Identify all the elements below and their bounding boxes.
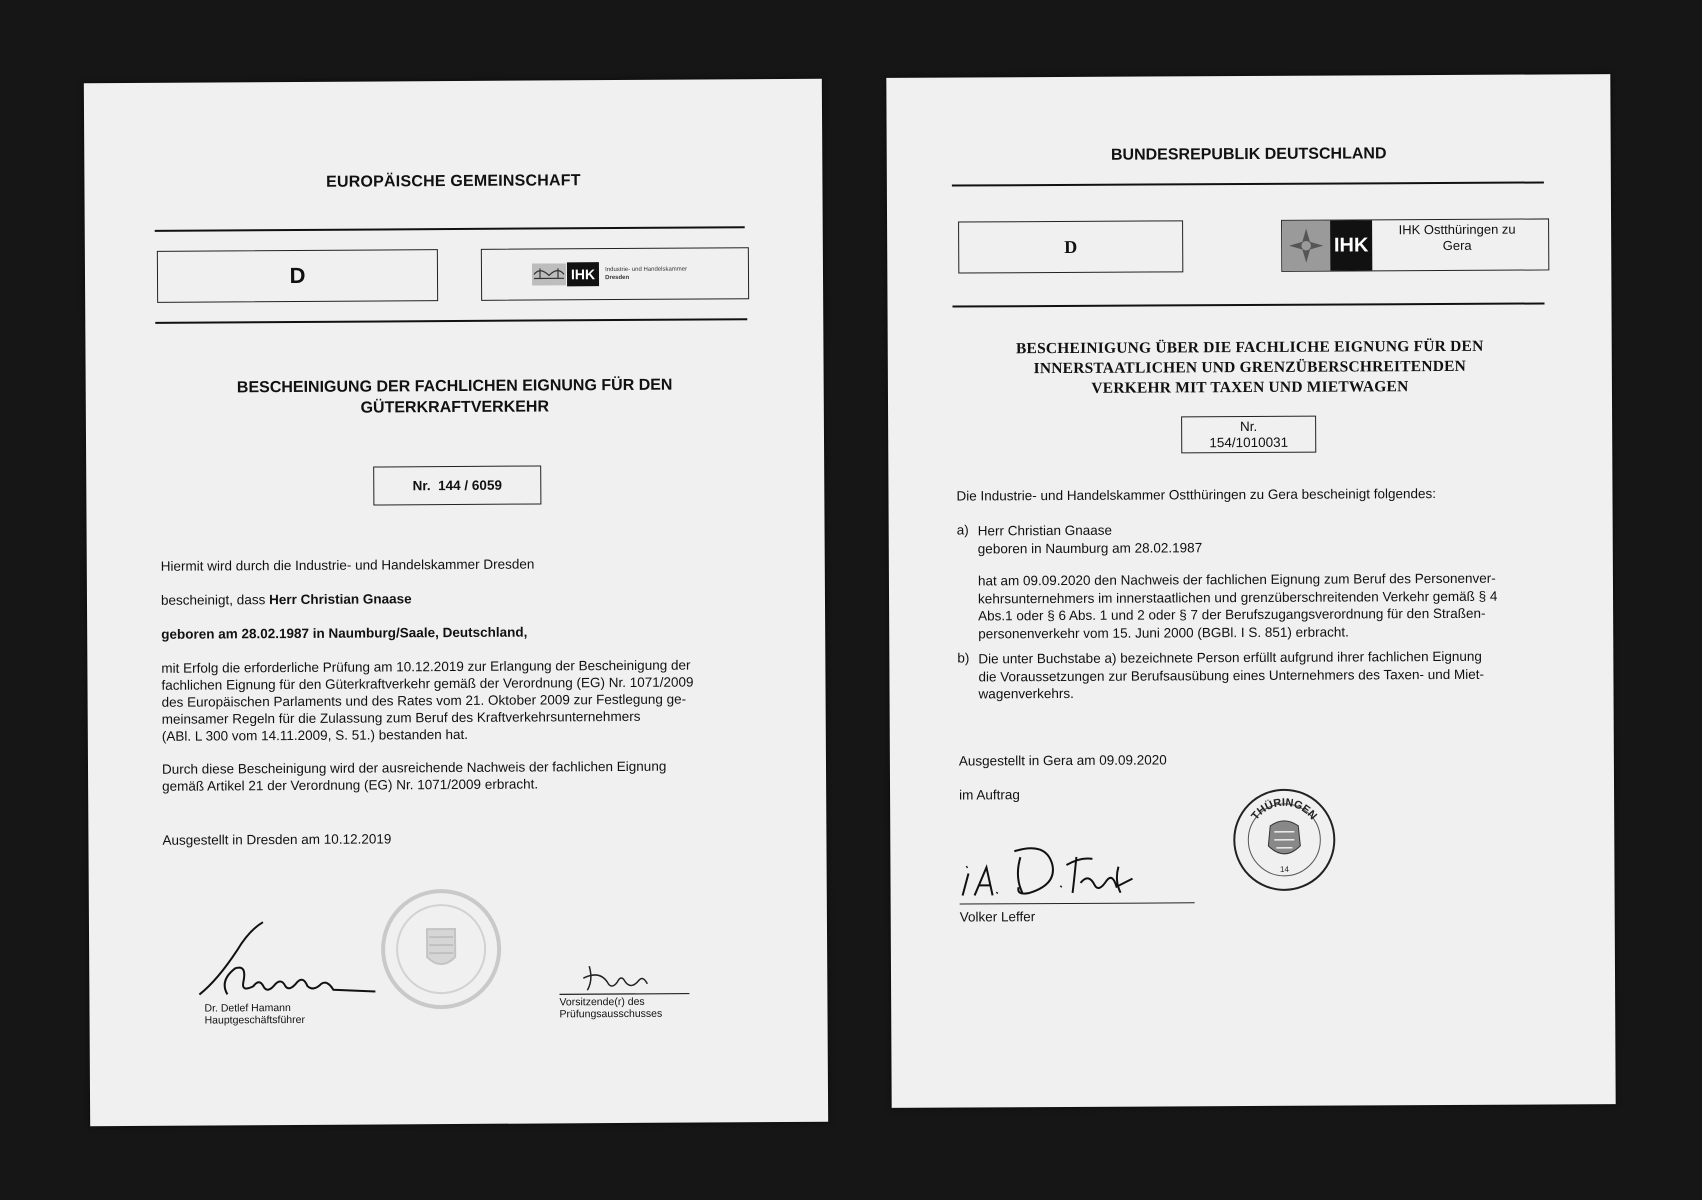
number-value: 154/1010031	[1209, 434, 1289, 450]
svg-text:THÜRINGEN	[1249, 797, 1319, 823]
signatory-role: Prüfungsausschusses	[559, 1007, 663, 1021]
paragraph	[161, 656, 772, 745]
country-code-box: D	[958, 220, 1183, 273]
logo-line1: IHK Ostthüringen zu	[1398, 221, 1516, 238]
logo-line1: Industrie- und Handelskammer	[605, 266, 688, 274]
certificate-title	[146, 374, 764, 420]
signature-line	[960, 902, 1195, 905]
title-line: BESCHEINIGUNG ÜBER DIE FACHLICHE EIGNUNG FÜR DEN	[1015, 337, 1484, 358]
title-line: INNERSTAATLICHEN UND GRENZÜBERSCHREITENDEN	[1033, 357, 1467, 378]
signature-chair	[559, 960, 699, 997]
embossed-seal	[379, 887, 504, 1012]
paragraph	[162, 757, 772, 795]
divider	[155, 318, 747, 324]
logo-line2: Gera	[1442, 237, 1472, 253]
text-line: fachlichen Eignung für den Güterkraftverkehr gemäß der Verordnung (EG) Nr. 1071/2009	[161, 674, 694, 693]
doc-header: BUNDESREPUBLIK DEUTSCHLAND	[1110, 145, 1387, 164]
certificate-number	[1181, 416, 1316, 454]
ihk-mark: IHK	[567, 262, 599, 286]
signatory-role: Vorsitzende(r) des	[559, 995, 645, 1009]
text-line: des Europäischen Parlaments und des Rates vom 21. Oktober 2009 zur Festlegung ge-	[161, 691, 687, 710]
text-line: meinsamer Regeln für die Zulassung zum Beruf des Kraftverkehrsunternehmers	[161, 708, 641, 727]
certificate-number: Nr. 144 / 6059	[373, 465, 541, 505]
country-code-box: D	[157, 249, 438, 303]
text-line: personenverkehr vom 15. Juni 2000 (BGBl. I S. 851) erbracht.	[978, 623, 1349, 641]
text-line: mit Erfolg die erforderliche Prüfung am 10.12.2019 zur Erlangung der Bescheinigung der	[161, 657, 691, 676]
seal-number: 14	[1279, 864, 1289, 874]
paragraph	[978, 569, 1568, 642]
divider	[953, 302, 1545, 307]
text-line: wagenverkehrs.	[978, 685, 1074, 702]
signatory-name: Dr. Detlef Hamann	[204, 1002, 291, 1015]
text-line: Die unter Buchstabe a) bezeichnete Person erfüllt aufgrund ihrer fachlichen Eignung	[978, 648, 1482, 667]
intro-text: Die Industrie- und Handelskammer Ostthüringen zu Gera bescheinigt folgendes:	[956, 486, 1437, 504]
birth-info: geboren in Naumburg am 28.02.1987	[977, 539, 1203, 556]
signature-hamann	[197, 919, 377, 1000]
holder-info	[978, 521, 1203, 557]
issue-place-date: Ausgestellt in Gera am 09.09.2020	[958, 752, 1167, 769]
list-label: a)	[956, 522, 969, 538]
text-line: kehrsunternehmers im innerstaatlichen und grenzüberschreitenden Verkehr gemäß § 4	[977, 588, 1498, 606]
ihk-dresden-logo	[532, 262, 687, 287]
emblem-icon	[1282, 221, 1330, 271]
birth-info: geboren am 28.02.1987 in Naumburg/Saale, Deutschland,	[161, 624, 528, 642]
divider	[155, 226, 745, 232]
doc-header: EUROPÄISCHE GEMEINSCHAFT	[326, 172, 581, 191]
im-auftrag: im Auftrag	[959, 787, 1020, 803]
signatory-2	[559, 996, 662, 1021]
signatory-role: Hauptgeschäftsführer	[204, 1013, 305, 1027]
text-line: Abs.1 oder § 6 Abs. 1 und 2 oder § 7 der Berufszugangsverordnung für den Straßen-	[978, 605, 1486, 624]
title-line: VERKEHR MIT TAXEN UND MIETWAGEN	[1091, 378, 1409, 397]
bridge-icon	[532, 263, 566, 285]
text-line: hat am 09.09.2020 den Nachweis der fachlichen Eignung zum Beruf des Personenver-	[977, 570, 1496, 589]
ihk-logo-box	[1281, 218, 1549, 271]
text-line: (ABl. L 300 vom 14.11.2009, S. 51.) bestanden hat.	[161, 726, 469, 744]
certificate-left	[84, 79, 828, 1126]
divider	[952, 181, 1544, 186]
text-line: Durch diese Bescheinigung wird der ausreichende Nachweis der fachlichen Eignung	[161, 758, 667, 777]
number-label: Nr.	[1239, 418, 1258, 434]
text-line: die Voraussetzungen zur Berufsausübung eines Unternehmers des Taxen- und Miet-	[978, 666, 1485, 684]
paragraph	[161, 588, 771, 609]
paragraph	[978, 647, 1568, 703]
signature-leffer	[956, 837, 1136, 904]
signatory-name: Volker Leffer	[959, 909, 1036, 925]
holder-name: Herr Christian Gnaase	[977, 522, 1113, 539]
certificate-right	[886, 74, 1615, 1108]
text: bescheinigt, dass	[160, 592, 266, 608]
seal-text: THÜRINGEN	[1249, 796, 1320, 823]
title-line: GÜTERKRAFTVERKEHR	[360, 398, 550, 417]
holder-name: Herr Christian Gnaase	[269, 591, 412, 608]
list-label: b)	[957, 650, 970, 666]
ihk-logo-box	[481, 247, 749, 301]
ihk-mark: IHK	[1330, 220, 1372, 270]
official-seal	[1230, 786, 1339, 895]
ihk-gera-logo	[1282, 219, 1542, 270]
issue-place-date: Ausgestellt in Dresden am 10.12.2019	[162, 831, 392, 848]
text-line: gemäß Artikel 21 der Verordnung (EG) Nr. 1071/2009 erbracht.	[162, 776, 539, 794]
paragraph: Hiermit wird durch die Industrie- und Handelskammer Dresden	[160, 556, 535, 574]
signatory-1	[204, 1002, 305, 1027]
title-line: BESCHEINIGUNG DER FACHLICHEN EIGNUNG FÜR DEN	[236, 376, 673, 397]
certificate-title	[948, 336, 1552, 399]
logo-line2: Dresden	[605, 274, 630, 282]
